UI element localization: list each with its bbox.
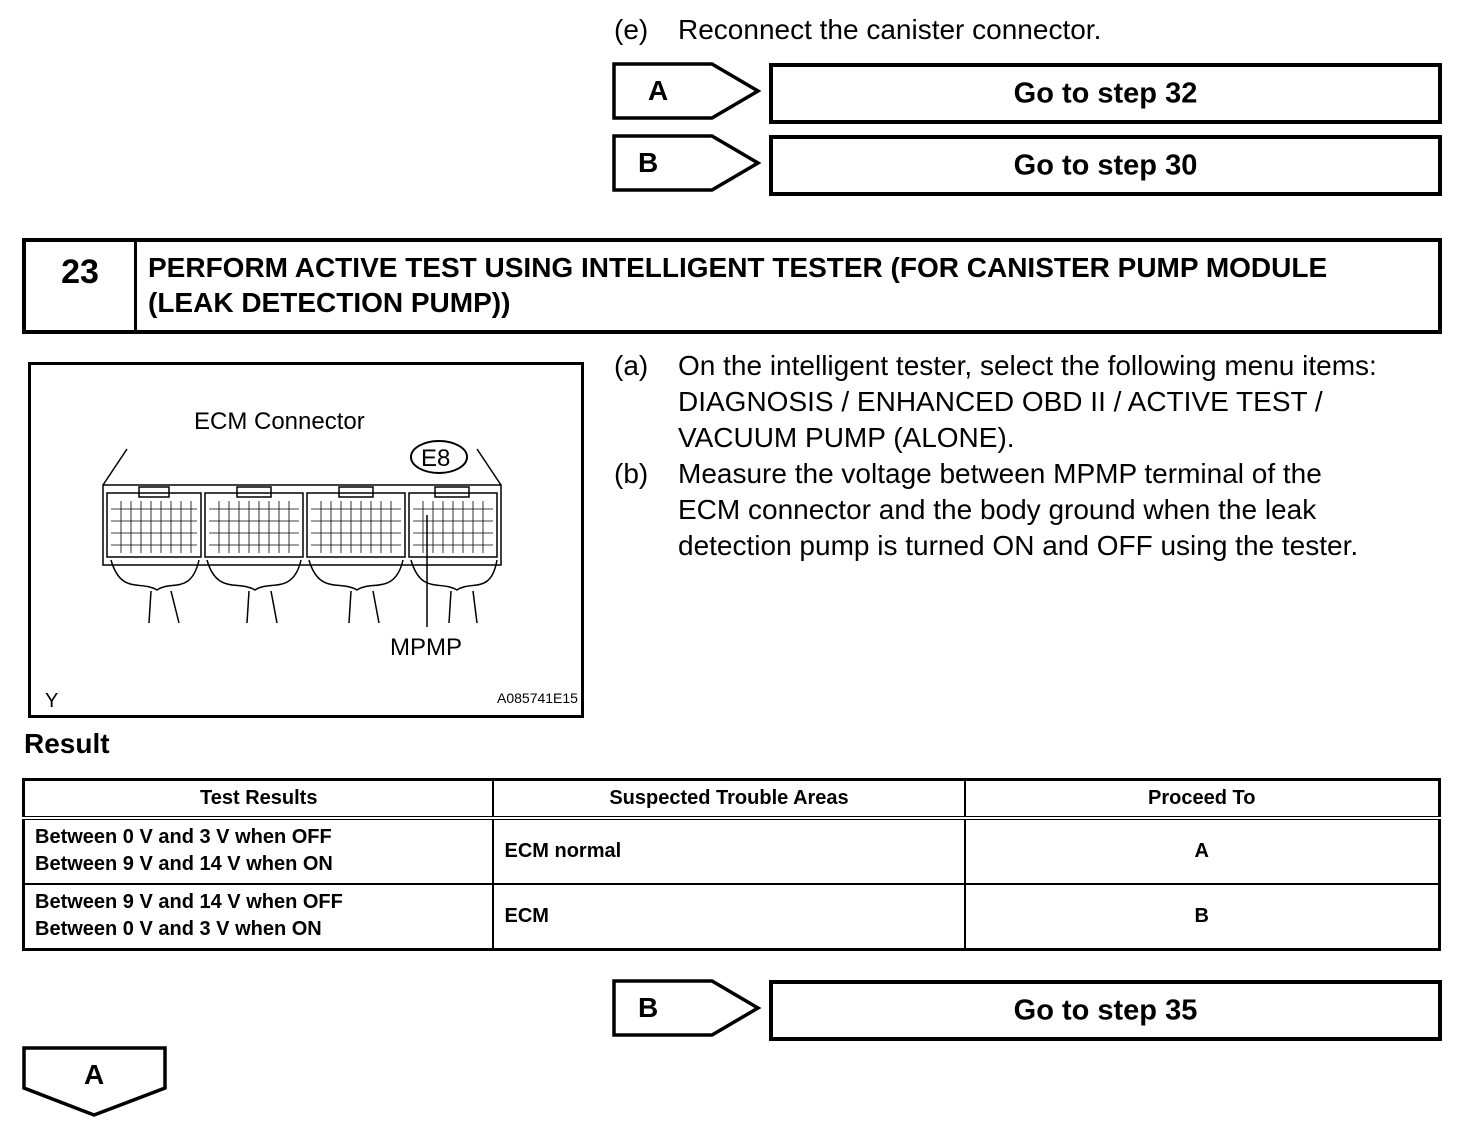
step-title-line2: (LEAK DETECTION PUMP)) (148, 287, 511, 318)
test-result-line2: Between 0 V and 3 V when ON (35, 918, 322, 941)
intro-marker: (e) (614, 14, 649, 45)
figure-id: A085741E15 (497, 690, 578, 706)
test-result-line2: Between 9 V and 14 V when ON (35, 853, 333, 875)
connector-code: E8 (421, 445, 451, 472)
terminal-grid (111, 501, 493, 553)
connector-outline-right (477, 449, 501, 485)
table-row (24, 884, 1440, 950)
goto-step-32-button[interactable] (769, 63, 1442, 124)
result-heading: Result (24, 728, 110, 759)
result-header-row (24, 780, 1440, 818)
goto-step-35-label: Go to step 35 (1013, 994, 1198, 1026)
instruction-a-line1: On the intelligent tester, select the following menu items: (678, 350, 1377, 381)
wire-harnesses (111, 560, 497, 623)
ecm-connector-figure (28, 362, 584, 718)
instruction-a-line3: VACUUM PUMP (ALONE). (678, 422, 1015, 453)
goto-step-35-button[interactable] (769, 980, 1442, 1041)
branch-tag-a-label: A (648, 75, 669, 106)
terminal-label: MPMP (390, 634, 462, 661)
branch-tag-b-bottom-label: B (638, 992, 659, 1023)
result-table (22, 778, 1441, 951)
branch-tag-b-bottom (612, 979, 762, 1037)
test-result-cell (24, 818, 494, 884)
instruction-b-text (678, 456, 1458, 564)
branch-tag-b-label: B (638, 147, 659, 178)
trouble-area-cell: ECM normal (493, 818, 964, 884)
proceed-cell: B (965, 884, 1440, 950)
step-number: 23 (26, 242, 137, 330)
step-title-line1: PERFORM ACTIVE TEST USING INTELLIGENT TESTER (FOR CANISTER PUMP MODULE (148, 252, 1328, 283)
intro-step (614, 12, 1102, 48)
continue-tag-a-label: A (84, 1059, 105, 1090)
proceed-cell: A (965, 818, 1440, 884)
goto-step-30-label: Go to step 30 (1013, 149, 1198, 181)
intro-text: Reconnect the canister connector. (678, 14, 1102, 45)
col-trouble-areas: Suspected Trouble Areas (493, 780, 964, 818)
branch-tag-a (612, 62, 762, 120)
table-row (24, 818, 1440, 884)
branch-tag-b (612, 134, 762, 192)
col-test-results: Test Results (24, 780, 494, 818)
instruction-a-line2: DIAGNOSIS / ENHANCED OBD II / ACTIVE TEST / (678, 386, 1323, 417)
instruction-a-marker: (a) (614, 350, 649, 381)
connector-outline (103, 449, 127, 485)
goto-step-30-button[interactable] (769, 135, 1442, 196)
connector-blocks (103, 485, 501, 565)
goto-step-32-label: Go to step 32 (1013, 77, 1198, 109)
instruction-a-text (678, 348, 1458, 456)
instruction-b-line3: detection pump is turned ON and OFF using the tester. (678, 530, 1359, 561)
instruction-b-line2: ECM connector and the body ground when the leak (678, 494, 1317, 525)
test-result-line1: Between 9 V and 14 V when OFF (35, 891, 343, 914)
corner-mark: Y (45, 690, 59, 712)
continue-tag-a[interactable] (22, 1046, 168, 1118)
connector-label: ECM Connector (194, 408, 365, 435)
connector-diagram (31, 365, 581, 715)
step-title (148, 250, 1428, 320)
instruction-b-marker: (b) (614, 458, 649, 489)
instruction-b-line1: Measure the voltage between MPMP terminal of the (678, 458, 1322, 489)
trouble-area-cell: ECM (493, 884, 964, 950)
test-result-line1: Between 0 V and 3 V when OFF (35, 826, 332, 848)
col-proceed-to: Proceed To (965, 780, 1440, 818)
step-header (22, 238, 1442, 334)
test-result-cell (24, 884, 494, 950)
